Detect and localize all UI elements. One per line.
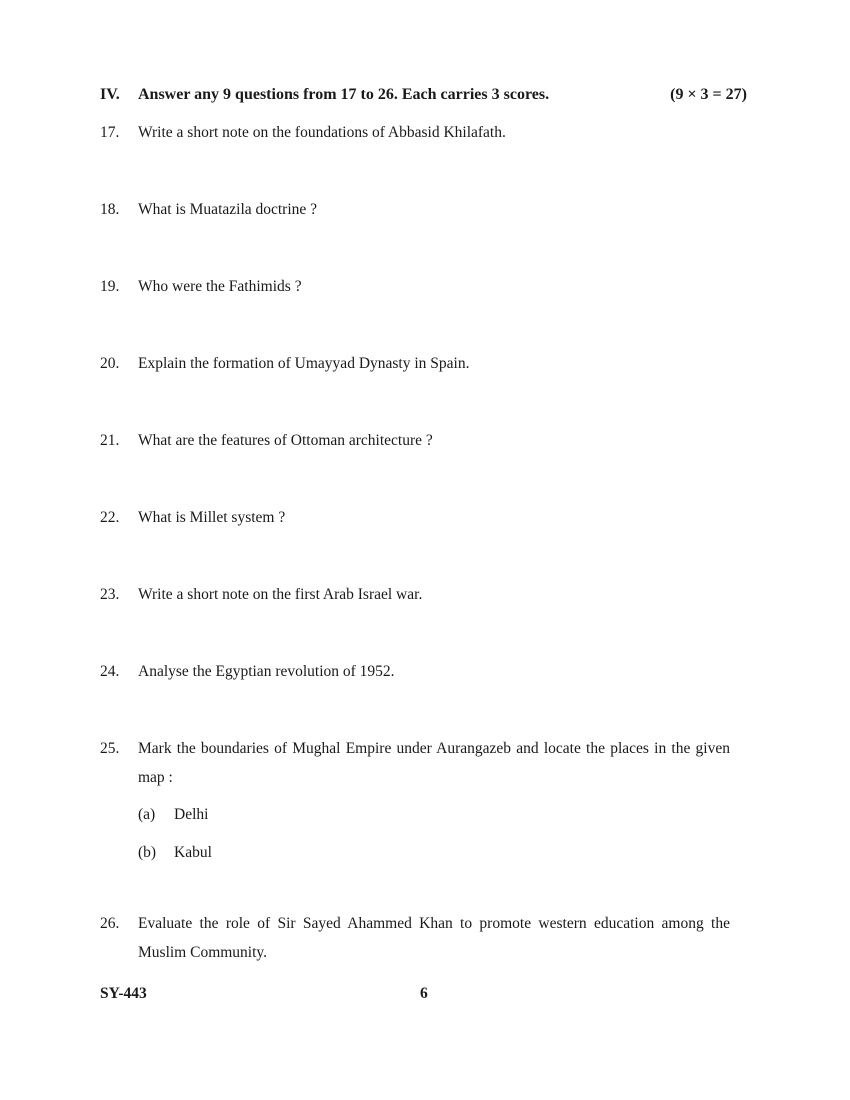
question-18 [100,195,730,224]
page-number: 6 [420,985,428,1002]
paper-code: SY-443 [100,985,147,1002]
question-number: 24. [100,663,120,680]
option-text: Kabul [174,844,212,861]
question-21 [100,426,730,455]
question-text: Evaluate the role of Sir Sayed Ahammed Khan to promote western education among the Muslim Community. [138,915,730,961]
question-text: What is Millet system ? [138,509,286,526]
question-number: 17. [100,124,120,141]
question-20 [100,349,730,378]
question-number: 20. [100,355,120,372]
question-17 [100,118,730,147]
question-text: Mark the boundaries of Mughal Empire under Aurangazeb and locate the places in the given map : [138,740,730,786]
question-number: 18. [100,201,120,218]
option-text: Delhi [174,806,209,823]
question-24 [100,657,730,686]
option-label: (a) [138,806,156,823]
section-instruction: Answer any 9 questions from 17 to 26. Each carries 3 scores. [138,86,550,103]
option-label: (b) [138,844,157,861]
question-text: Explain the formation of Umayyad Dynasty in Spain. [138,355,470,372]
question-text: What are the features of Ottoman architecture ? [138,432,433,449]
question-text: Analyse the Egyptian revolution of 1952. [138,663,395,680]
question-26 [100,909,730,967]
question-number: 26. [100,915,120,932]
question-number: 23. [100,586,120,603]
question-text: What is Muatazila doctrine ? [138,201,318,218]
option-b [138,843,212,863]
question-number: 21. [100,432,120,449]
question-number: 19. [100,278,120,295]
question-number: 22. [100,509,120,526]
section-score: (9 × 3 = 27) [670,86,747,103]
question-22 [100,503,730,532]
option-a [138,805,208,825]
question-text: Write a short note on the first Arab Israel war. [138,586,423,603]
question-19 [100,272,730,301]
question-text: Write a short note on the foundations of Abbasid Khilafath. [138,124,506,141]
question-25 [100,734,730,792]
section-number: IV. [100,86,120,103]
question-number: 25. [100,740,120,757]
question-23 [100,580,730,609]
question-text: Who were the Fathimids ? [138,278,302,295]
